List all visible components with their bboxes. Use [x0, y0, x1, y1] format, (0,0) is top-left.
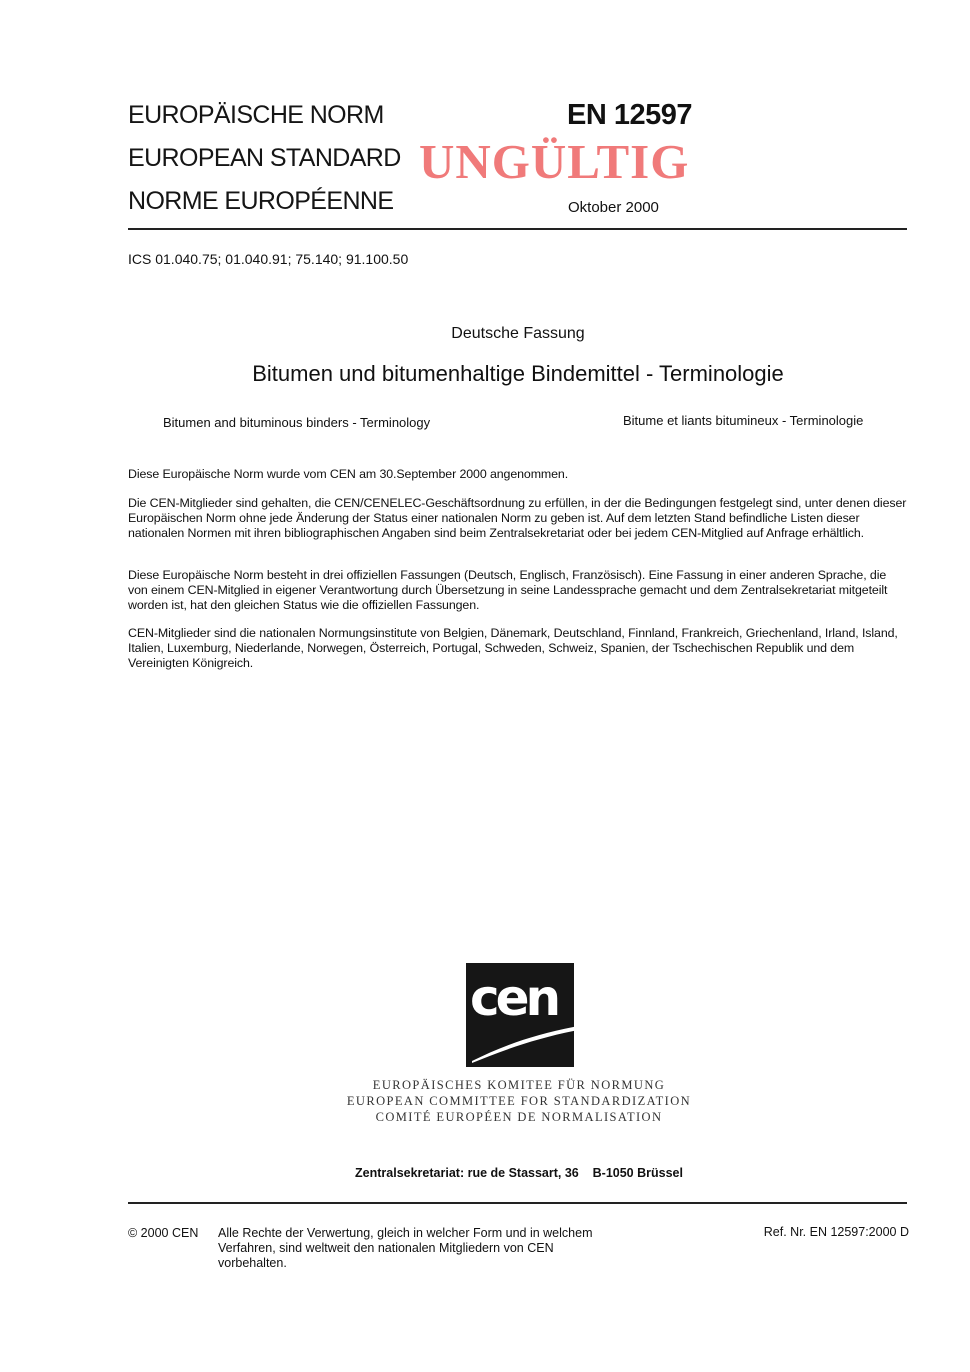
version-label: Deutsche Fassung — [451, 325, 585, 342]
document-title: Bitumen und bitumenhaltige Bindemittel - Terminologie — [252, 361, 784, 386]
french-title: Bitume et liants bitumineux - Terminologie — [623, 413, 864, 428]
rights-notice: Alle Rechte der Verwertung, gleich in welcher Form und in welchem Verfahren, sind weltweit den nationalen Mitgliedern von CEN vorbehalten. — [218, 1226, 593, 1270]
committee-english: EUROPEAN COMMITTEE FOR STANDARDIZATION — [346, 1094, 692, 1108]
cen-logo-artwork — [466, 963, 574, 1067]
paragraph-versions: Diese Europäische Norm besteht in drei offiziellen Fassungen (Deutsch, Englisch, Französisch). Eine Fassung in einer anderen Sprache, die von einem CEN-Mitglied in eigener Verantwortung durch Übersetzung in seine Landessprache gemacht und dem Zentralsekretariat mitgeteilt worden ist, hat den gleichen Status wie die offiziellen Fassungen. — [128, 568, 888, 612]
english-title: Bitumen and bituminous binders - Terminology — [163, 415, 431, 430]
standard-number: EN 12597 — [567, 99, 692, 131]
publication-date: Oktober 2000 — [568, 199, 659, 216]
svg-text:cen: cen — [470, 969, 558, 1027]
title-english: EUROPEAN STANDARD — [128, 144, 401, 172]
committee-german: EUROPÄISCHES KOMITEE FÜR NORMUNG — [372, 1078, 666, 1092]
title-german: EUROPÄISCHE NORM — [128, 101, 384, 129]
copyright-notice: © 2000 CEN — [128, 1226, 199, 1240]
paragraph-obligations: Die CEN-Mitglieder sind gehalten, die CEN/CENELEC-Geschäftsordnung zu erfüllen, in der die Bedingungen festgelegt sind, unter denen dieser Europäischen Norm ohne jede Änderung der Status einer nationalen Norm zu geben ist. Auf dem letzten Stand befindliche Listen dieser nationalen Normen mit ihren bibliographischen Angaben sind beim Zentralsekretariat oder bei jedem CEN-Mitglied auf Anfrage erhältlich. — [128, 496, 907, 540]
reference-number: Ref. Nr. EN 12597:2000 D — [763, 1225, 909, 1239]
header-divider — [128, 228, 907, 230]
invalid-stamp: UNGÜLTIG — [419, 134, 690, 189]
committee-french: COMITÉ EUROPÉEN DE NORMALISATION — [375, 1110, 663, 1124]
footer-divider — [128, 1202, 907, 1204]
secretariat-address: Zentralsekretariat: rue de Stassart, 36 B-1050 Brüssel — [355, 1166, 683, 1180]
cen-logo — [466, 963, 574, 1067]
ics-codes: ICS 01.040.75; 01.040.91; 75.140; 91.100.50 — [128, 251, 409, 267]
paragraph-adoption: Diese Europäische Norm wurde vom CEN am 30.September 2000 angenommen. — [128, 467, 569, 481]
title-french: NORME EUROPÉENNE — [128, 187, 394, 215]
paragraph-members: CEN-Mitglieder sind die nationalen Normungsinstitute von Belgien, Dänemark, Deutschland, Finnland, Frankreich, Griechenland, Irland, Island, Italien, Luxemburg, Niederlande, Norwegen, Österreich, Portugal, Schweden, Schweiz, Spanien, der Tschechischen Republik und dem Vereinigten Königreich. — [128, 626, 898, 670]
